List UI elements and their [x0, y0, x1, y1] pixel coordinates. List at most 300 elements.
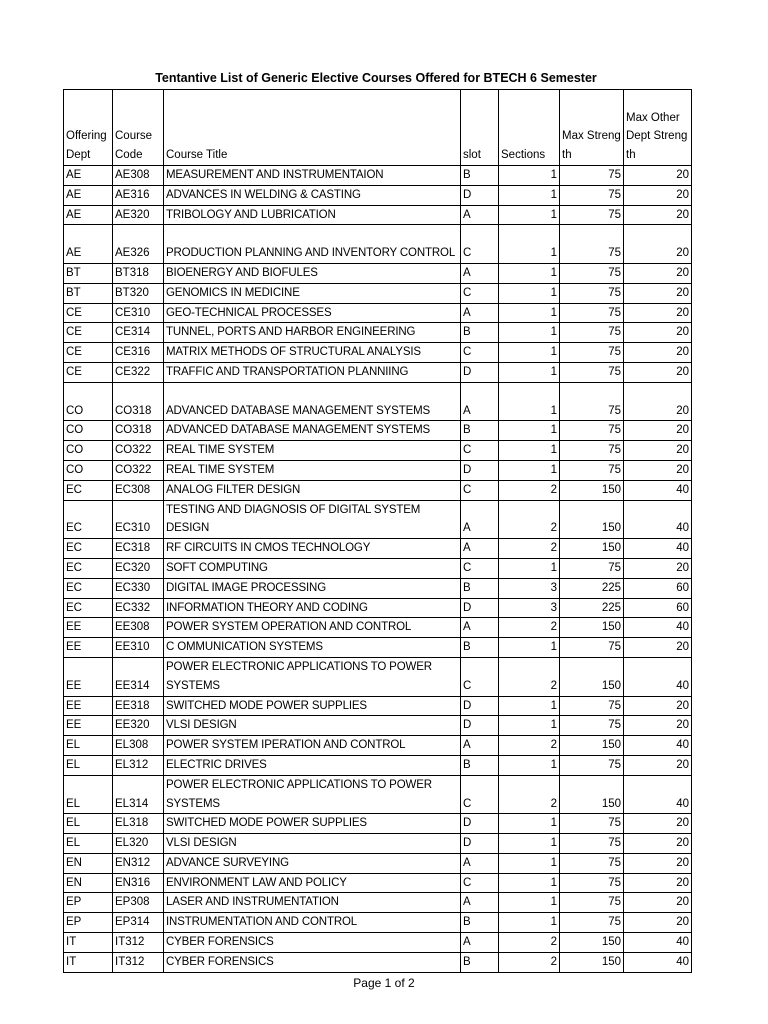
cell-code: EN312 [113, 853, 164, 873]
cell-slot: A [461, 500, 499, 539]
cell-sections: 1 [499, 283, 560, 303]
cell-slot: D [461, 834, 499, 854]
cell-title: SOFT COMPUTING [164, 558, 461, 578]
cell-title: PRODUCTION PLANNING AND INVENTORY CONTROL [164, 225, 461, 264]
cell-other-strength: 20 [624, 382, 692, 421]
cell-sections: 1 [499, 382, 560, 421]
cell-sections: 1 [499, 441, 560, 461]
cell-slot: C [461, 873, 499, 893]
cell-sections: 1 [499, 696, 560, 716]
cell-code: EE320 [113, 716, 164, 736]
cell-max-strength: 225 [560, 578, 624, 598]
cell-other-strength: 20 [624, 716, 692, 736]
table-row [64, 185, 692, 205]
cell-title: ADVANCE SURVEYING [164, 853, 461, 873]
cell-code: IT312 [113, 952, 164, 972]
cell-max-strength: 150 [560, 539, 624, 559]
cell-max-strength: 75 [560, 166, 624, 186]
table-row [64, 814, 692, 834]
header-other-strength: Max Other Dept Strength [624, 90, 692, 166]
cell-max-strength: 150 [560, 618, 624, 638]
cell-slot: A [461, 303, 499, 323]
cell-other-strength: 20 [624, 343, 692, 363]
cell-sections: 3 [499, 578, 560, 598]
cell-code: EC308 [113, 480, 164, 500]
cell-dept: CO [64, 460, 113, 480]
cell-code: EE318 [113, 696, 164, 716]
cell-dept: CO [64, 421, 113, 441]
cell-dept: EN [64, 873, 113, 893]
cell-max-strength: 75 [560, 185, 624, 205]
cell-max-strength: 75 [560, 558, 624, 578]
table-row [64, 893, 692, 913]
cell-slot: B [461, 166, 499, 186]
cell-title: MEASUREMENT AND INSTRUMENTAION [164, 166, 461, 186]
cell-sections: 2 [499, 618, 560, 638]
cell-slot: B [461, 638, 499, 658]
cell-dept: EL [64, 736, 113, 756]
cell-other-strength: 20 [624, 814, 692, 834]
header-dept: Offering Dept [64, 90, 113, 166]
table-row [64, 166, 692, 186]
cell-sections: 1 [499, 913, 560, 933]
cell-code: CO318 [113, 421, 164, 441]
cell-code: EC332 [113, 598, 164, 618]
cell-max-strength: 75 [560, 716, 624, 736]
cell-max-strength: 75 [560, 421, 624, 441]
cell-title: MATRIX METHODS OF STRUCTURAL ANALYSIS [164, 343, 461, 363]
page-title: Tentantive List of Generic Elective Courses Offered for BTECH 6 Semester [155, 71, 597, 85]
cell-slot: A [461, 539, 499, 559]
cell-title: GEO-TECHNICAL PROCESSES [164, 303, 461, 323]
cell-title: INSTRUMENTATION AND CONTROL [164, 913, 461, 933]
cell-code: EL308 [113, 736, 164, 756]
cell-title: SWITCHED MODE POWER SUPPLIES [164, 814, 461, 834]
cell-slot: D [461, 185, 499, 205]
cell-title: ADVANCES IN WELDING & CASTING [164, 185, 461, 205]
cell-max-strength: 150 [560, 736, 624, 756]
cell-slot: C [461, 657, 499, 696]
cell-code: CE314 [113, 323, 164, 343]
cell-dept: EC [64, 578, 113, 598]
cell-max-strength: 150 [560, 657, 624, 696]
cell-dept: IT [64, 952, 113, 972]
table-row [64, 263, 692, 283]
cell-code: IT312 [113, 933, 164, 953]
cell-other-strength: 20 [624, 205, 692, 225]
cell-dept: EL [64, 834, 113, 854]
cell-other-strength: 20 [624, 893, 692, 913]
table-row [64, 480, 692, 500]
cell-dept: EC [64, 539, 113, 559]
cell-code: AE316 [113, 185, 164, 205]
cell-other-strength: 20 [624, 185, 692, 205]
table-row [64, 421, 692, 441]
cell-dept: EP [64, 913, 113, 933]
table-row [64, 618, 692, 638]
cell-sections: 2 [499, 775, 560, 814]
cell-code: EL320 [113, 834, 164, 854]
cell-dept: AE [64, 166, 113, 186]
cell-code: CO318 [113, 382, 164, 421]
cell-slot: D [461, 716, 499, 736]
table-row [64, 913, 692, 933]
cell-code: EE308 [113, 618, 164, 638]
table-row [64, 873, 692, 893]
cell-code: EP314 [113, 913, 164, 933]
cell-title: POWER SYSTEM OPERATION AND CONTROL [164, 618, 461, 638]
cell-other-strength: 20 [624, 362, 692, 382]
cell-title: SWITCHED MODE POWER SUPPLIES [164, 696, 461, 716]
cell-title: ELECTRIC DRIVES [164, 755, 461, 775]
cell-other-strength: 40 [624, 736, 692, 756]
header-sections: Sections [499, 90, 560, 166]
cell-sections: 1 [499, 343, 560, 363]
cell-sections: 1 [499, 166, 560, 186]
cell-title: ENVIRONMENT LAW AND POLICY [164, 873, 461, 893]
cell-dept: CO [64, 441, 113, 461]
cell-max-strength: 150 [560, 480, 624, 500]
cell-sections: 3 [499, 598, 560, 618]
table-row [64, 500, 692, 539]
cell-title: ADVANCED DATABASE MANAGEMENT SYSTEMS [164, 421, 461, 441]
cell-dept: BT [64, 263, 113, 283]
cell-title: VLSI DESIGN [164, 716, 461, 736]
cell-sections: 1 [499, 303, 560, 323]
cell-sections: 2 [499, 539, 560, 559]
cell-sections: 2 [499, 657, 560, 696]
cell-other-strength: 20 [624, 441, 692, 461]
cell-title: TESTING AND DIAGNOSIS OF DIGITAL SYSTEM DESIGN [164, 500, 461, 539]
cell-code: BT320 [113, 283, 164, 303]
cell-title: DIGITAL IMAGE PROCESSING [164, 578, 461, 598]
cell-sections: 1 [499, 263, 560, 283]
table-row [64, 775, 692, 814]
table-row [64, 853, 692, 873]
cell-slot: C [461, 558, 499, 578]
cell-dept: IT [64, 933, 113, 953]
cell-sections: 2 [499, 500, 560, 539]
table-row [64, 225, 692, 264]
cell-sections: 1 [499, 421, 560, 441]
cell-other-strength: 40 [624, 539, 692, 559]
cell-max-strength: 75 [560, 696, 624, 716]
cell-title: VLSI DESIGN [164, 834, 461, 854]
cell-other-strength: 60 [624, 578, 692, 598]
cell-code: EN316 [113, 873, 164, 893]
table-row [64, 343, 692, 363]
cell-code: BT318 [113, 263, 164, 283]
cell-other-strength: 60 [624, 598, 692, 618]
cell-dept: BT [64, 283, 113, 303]
cell-other-strength: 20 [624, 166, 692, 186]
cell-max-strength: 75 [560, 303, 624, 323]
header-max-strength: Max Strength [560, 90, 624, 166]
table-row [64, 558, 692, 578]
cell-slot: A [461, 205, 499, 225]
cell-max-strength: 75 [560, 814, 624, 834]
cell-sections: 1 [499, 205, 560, 225]
cell-dept: EL [64, 755, 113, 775]
cell-title: CYBER FORENSICS [164, 933, 461, 953]
cell-title: POWER ELECTRONIC APPLICATIONS TO POWER SYSTEMS [164, 775, 461, 814]
cell-slot: A [461, 382, 499, 421]
cell-sections: 2 [499, 480, 560, 500]
cell-other-strength: 40 [624, 933, 692, 953]
cell-title: BIOENERGY AND BIOFULES [164, 263, 461, 283]
cell-other-strength: 20 [624, 638, 692, 658]
cell-slot: D [461, 696, 499, 716]
cell-code: AE308 [113, 166, 164, 186]
cell-dept: EL [64, 814, 113, 834]
cell-title: POWER SYSTEM IPERATION AND CONTROL [164, 736, 461, 756]
cell-max-strength: 75 [560, 755, 624, 775]
cell-other-strength: 20 [624, 696, 692, 716]
cell-other-strength: 40 [624, 657, 692, 696]
courses-body [64, 166, 692, 973]
cell-dept: CE [64, 323, 113, 343]
cell-other-strength: 40 [624, 500, 692, 539]
cell-title: POWER ELECTRONIC APPLICATIONS TO POWER SYSTEMS [164, 657, 461, 696]
cell-other-strength: 20 [624, 558, 692, 578]
cell-code: EL314 [113, 775, 164, 814]
table-row [64, 362, 692, 382]
cell-sections: 1 [499, 362, 560, 382]
cell-max-strength: 75 [560, 323, 624, 343]
cell-other-strength: 20 [624, 225, 692, 264]
cell-sections: 1 [499, 323, 560, 343]
cell-dept: AE [64, 205, 113, 225]
header-title: Course Title [164, 90, 461, 166]
cell-code: EP308 [113, 893, 164, 913]
cell-sections: 1 [499, 853, 560, 873]
cell-title: TRAFFIC AND TRANSPORTATION PLANNIING [164, 362, 461, 382]
cell-slot: A [461, 893, 499, 913]
cell-slot: B [461, 323, 499, 343]
cell-max-strength: 75 [560, 893, 624, 913]
cell-dept: CE [64, 343, 113, 363]
cell-slot: C [461, 480, 499, 500]
cell-slot: A [461, 263, 499, 283]
cell-other-strength: 20 [624, 303, 692, 323]
cell-code: EE310 [113, 638, 164, 658]
cell-max-strength: 150 [560, 775, 624, 814]
cell-code: CE310 [113, 303, 164, 323]
cell-dept: CE [64, 303, 113, 323]
table-row [64, 205, 692, 225]
cell-slot: A [461, 853, 499, 873]
cell-title: ANALOG FILTER DESIGN [164, 480, 461, 500]
cell-sections: 1 [499, 814, 560, 834]
cell-dept: AE [64, 185, 113, 205]
cell-max-strength: 75 [560, 225, 624, 264]
cell-other-strength: 20 [624, 755, 692, 775]
cell-other-strength: 20 [624, 913, 692, 933]
header-slot: slot [461, 90, 499, 166]
table-row [64, 323, 692, 343]
header-code: Course Code [113, 90, 164, 166]
cell-sections: 1 [499, 460, 560, 480]
table-row [64, 598, 692, 618]
cell-title: REAL TIME SYSTEM [164, 441, 461, 461]
cell-code: EC330 [113, 578, 164, 598]
cell-dept: EC [64, 598, 113, 618]
cell-max-strength: 150 [560, 933, 624, 953]
cell-max-strength: 75 [560, 205, 624, 225]
cell-code: EE314 [113, 657, 164, 696]
cell-sections: 1 [499, 225, 560, 264]
cell-sections: 2 [499, 952, 560, 972]
cell-max-strength: 75 [560, 283, 624, 303]
cell-code: EC310 [113, 500, 164, 539]
cell-slot: C [461, 225, 499, 264]
cell-code: EC318 [113, 539, 164, 559]
cell-max-strength: 75 [560, 460, 624, 480]
cell-max-strength: 75 [560, 853, 624, 873]
cell-sections: 2 [499, 736, 560, 756]
table-row [64, 460, 692, 480]
cell-max-strength: 75 [560, 362, 624, 382]
table-row [64, 303, 692, 323]
cell-sections: 1 [499, 716, 560, 736]
cell-dept: EE [64, 618, 113, 638]
cell-other-strength: 40 [624, 952, 692, 972]
cell-code: EL312 [113, 755, 164, 775]
cell-other-strength: 20 [624, 323, 692, 343]
cell-slot: A [461, 736, 499, 756]
cell-sections: 1 [499, 185, 560, 205]
cell-max-strength: 75 [560, 834, 624, 854]
cell-slot: B [461, 421, 499, 441]
cell-title: CYBER FORENSICS [164, 952, 461, 972]
cell-dept: EE [64, 716, 113, 736]
cell-other-strength: 20 [624, 263, 692, 283]
cell-max-strength: 150 [560, 500, 624, 539]
cell-title: REAL TIME SYSTEM [164, 460, 461, 480]
cell-slot: B [461, 952, 499, 972]
cell-code: CO322 [113, 441, 164, 461]
cell-slot: B [461, 913, 499, 933]
table-row [64, 657, 692, 696]
cell-other-strength: 40 [624, 775, 692, 814]
cell-other-strength: 20 [624, 853, 692, 873]
table-row [64, 716, 692, 736]
cell-max-strength: 75 [560, 638, 624, 658]
cell-slot: C [461, 775, 499, 814]
cell-title: GENOMICS IN MEDICINE [164, 283, 461, 303]
cell-code: CE322 [113, 362, 164, 382]
table-row [64, 441, 692, 461]
cell-dept: CO [64, 382, 113, 421]
cell-dept: AE [64, 225, 113, 264]
cell-code: CE316 [113, 343, 164, 363]
cell-slot: D [461, 814, 499, 834]
cell-dept: EC [64, 558, 113, 578]
cell-slot: B [461, 755, 499, 775]
cell-code: EL318 [113, 814, 164, 834]
cell-title: LASER AND INSTRUMENTATION [164, 893, 461, 913]
cell-title: TUNNEL, PORTS AND HARBOR ENGINEERING [164, 323, 461, 343]
cell-code: AE326 [113, 225, 164, 264]
table-row [64, 933, 692, 953]
cell-title: RF CIRCUITS IN CMOS TECHNOLOGY [164, 539, 461, 559]
cell-sections: 1 [499, 638, 560, 658]
cell-title: TRIBOLOGY AND LUBRICATION [164, 205, 461, 225]
cell-dept: EE [64, 638, 113, 658]
cell-dept: CE [64, 362, 113, 382]
cell-sections: 1 [499, 873, 560, 893]
cell-title: ADVANCED DATABASE MANAGEMENT SYSTEMS [164, 382, 461, 421]
cell-sections: 2 [499, 933, 560, 953]
cell-sections: 1 [499, 834, 560, 854]
table-row [64, 696, 692, 716]
cell-dept: EP [64, 893, 113, 913]
cell-code: EC320 [113, 558, 164, 578]
cell-slot: D [461, 460, 499, 480]
cell-slot: D [461, 598, 499, 618]
cell-other-strength: 40 [624, 480, 692, 500]
cell-max-strength: 75 [560, 441, 624, 461]
courses-table [63, 89, 692, 973]
cell-dept: EC [64, 480, 113, 500]
cell-max-strength: 75 [560, 913, 624, 933]
cell-title: INFORMATION THEORY AND CODING [164, 598, 461, 618]
cell-other-strength: 20 [624, 421, 692, 441]
cell-slot: C [461, 343, 499, 363]
cell-max-strength: 75 [560, 263, 624, 283]
cell-max-strength: 75 [560, 343, 624, 363]
cell-other-strength: 40 [624, 618, 692, 638]
table-row [64, 283, 692, 303]
cell-dept: EL [64, 775, 113, 814]
cell-dept: EE [64, 657, 113, 696]
cell-max-strength: 75 [560, 873, 624, 893]
cell-dept: EE [64, 696, 113, 716]
cell-sections: 1 [499, 893, 560, 913]
cell-other-strength: 20 [624, 283, 692, 303]
cell-sections: 1 [499, 558, 560, 578]
table-row [64, 578, 692, 598]
cell-other-strength: 20 [624, 873, 692, 893]
table-row [64, 834, 692, 854]
cell-dept: EC [64, 500, 113, 539]
table-row [64, 736, 692, 756]
table-row [64, 638, 692, 658]
cell-slot: D [461, 362, 499, 382]
cell-code: CO322 [113, 460, 164, 480]
cell-slot: B [461, 578, 499, 598]
cell-code: AE320 [113, 205, 164, 225]
cell-max-strength: 225 [560, 598, 624, 618]
cell-slot: C [461, 283, 499, 303]
cell-other-strength: 20 [624, 460, 692, 480]
cell-slot: A [461, 618, 499, 638]
cell-sections: 1 [499, 755, 560, 775]
table-row [64, 755, 692, 775]
table-row [64, 952, 692, 972]
cell-dept: EN [64, 853, 113, 873]
cell-other-strength: 20 [624, 834, 692, 854]
cell-max-strength: 150 [560, 952, 624, 972]
table-row [64, 382, 692, 421]
page-footer: Page 1 of 2 [353, 976, 415, 990]
cell-slot: C [461, 441, 499, 461]
cell-slot: A [461, 933, 499, 953]
table-row [64, 539, 692, 559]
cell-max-strength: 75 [560, 382, 624, 421]
cell-title: C OMMUNICATION SYSTEMS [164, 638, 461, 658]
header-row [64, 90, 692, 166]
